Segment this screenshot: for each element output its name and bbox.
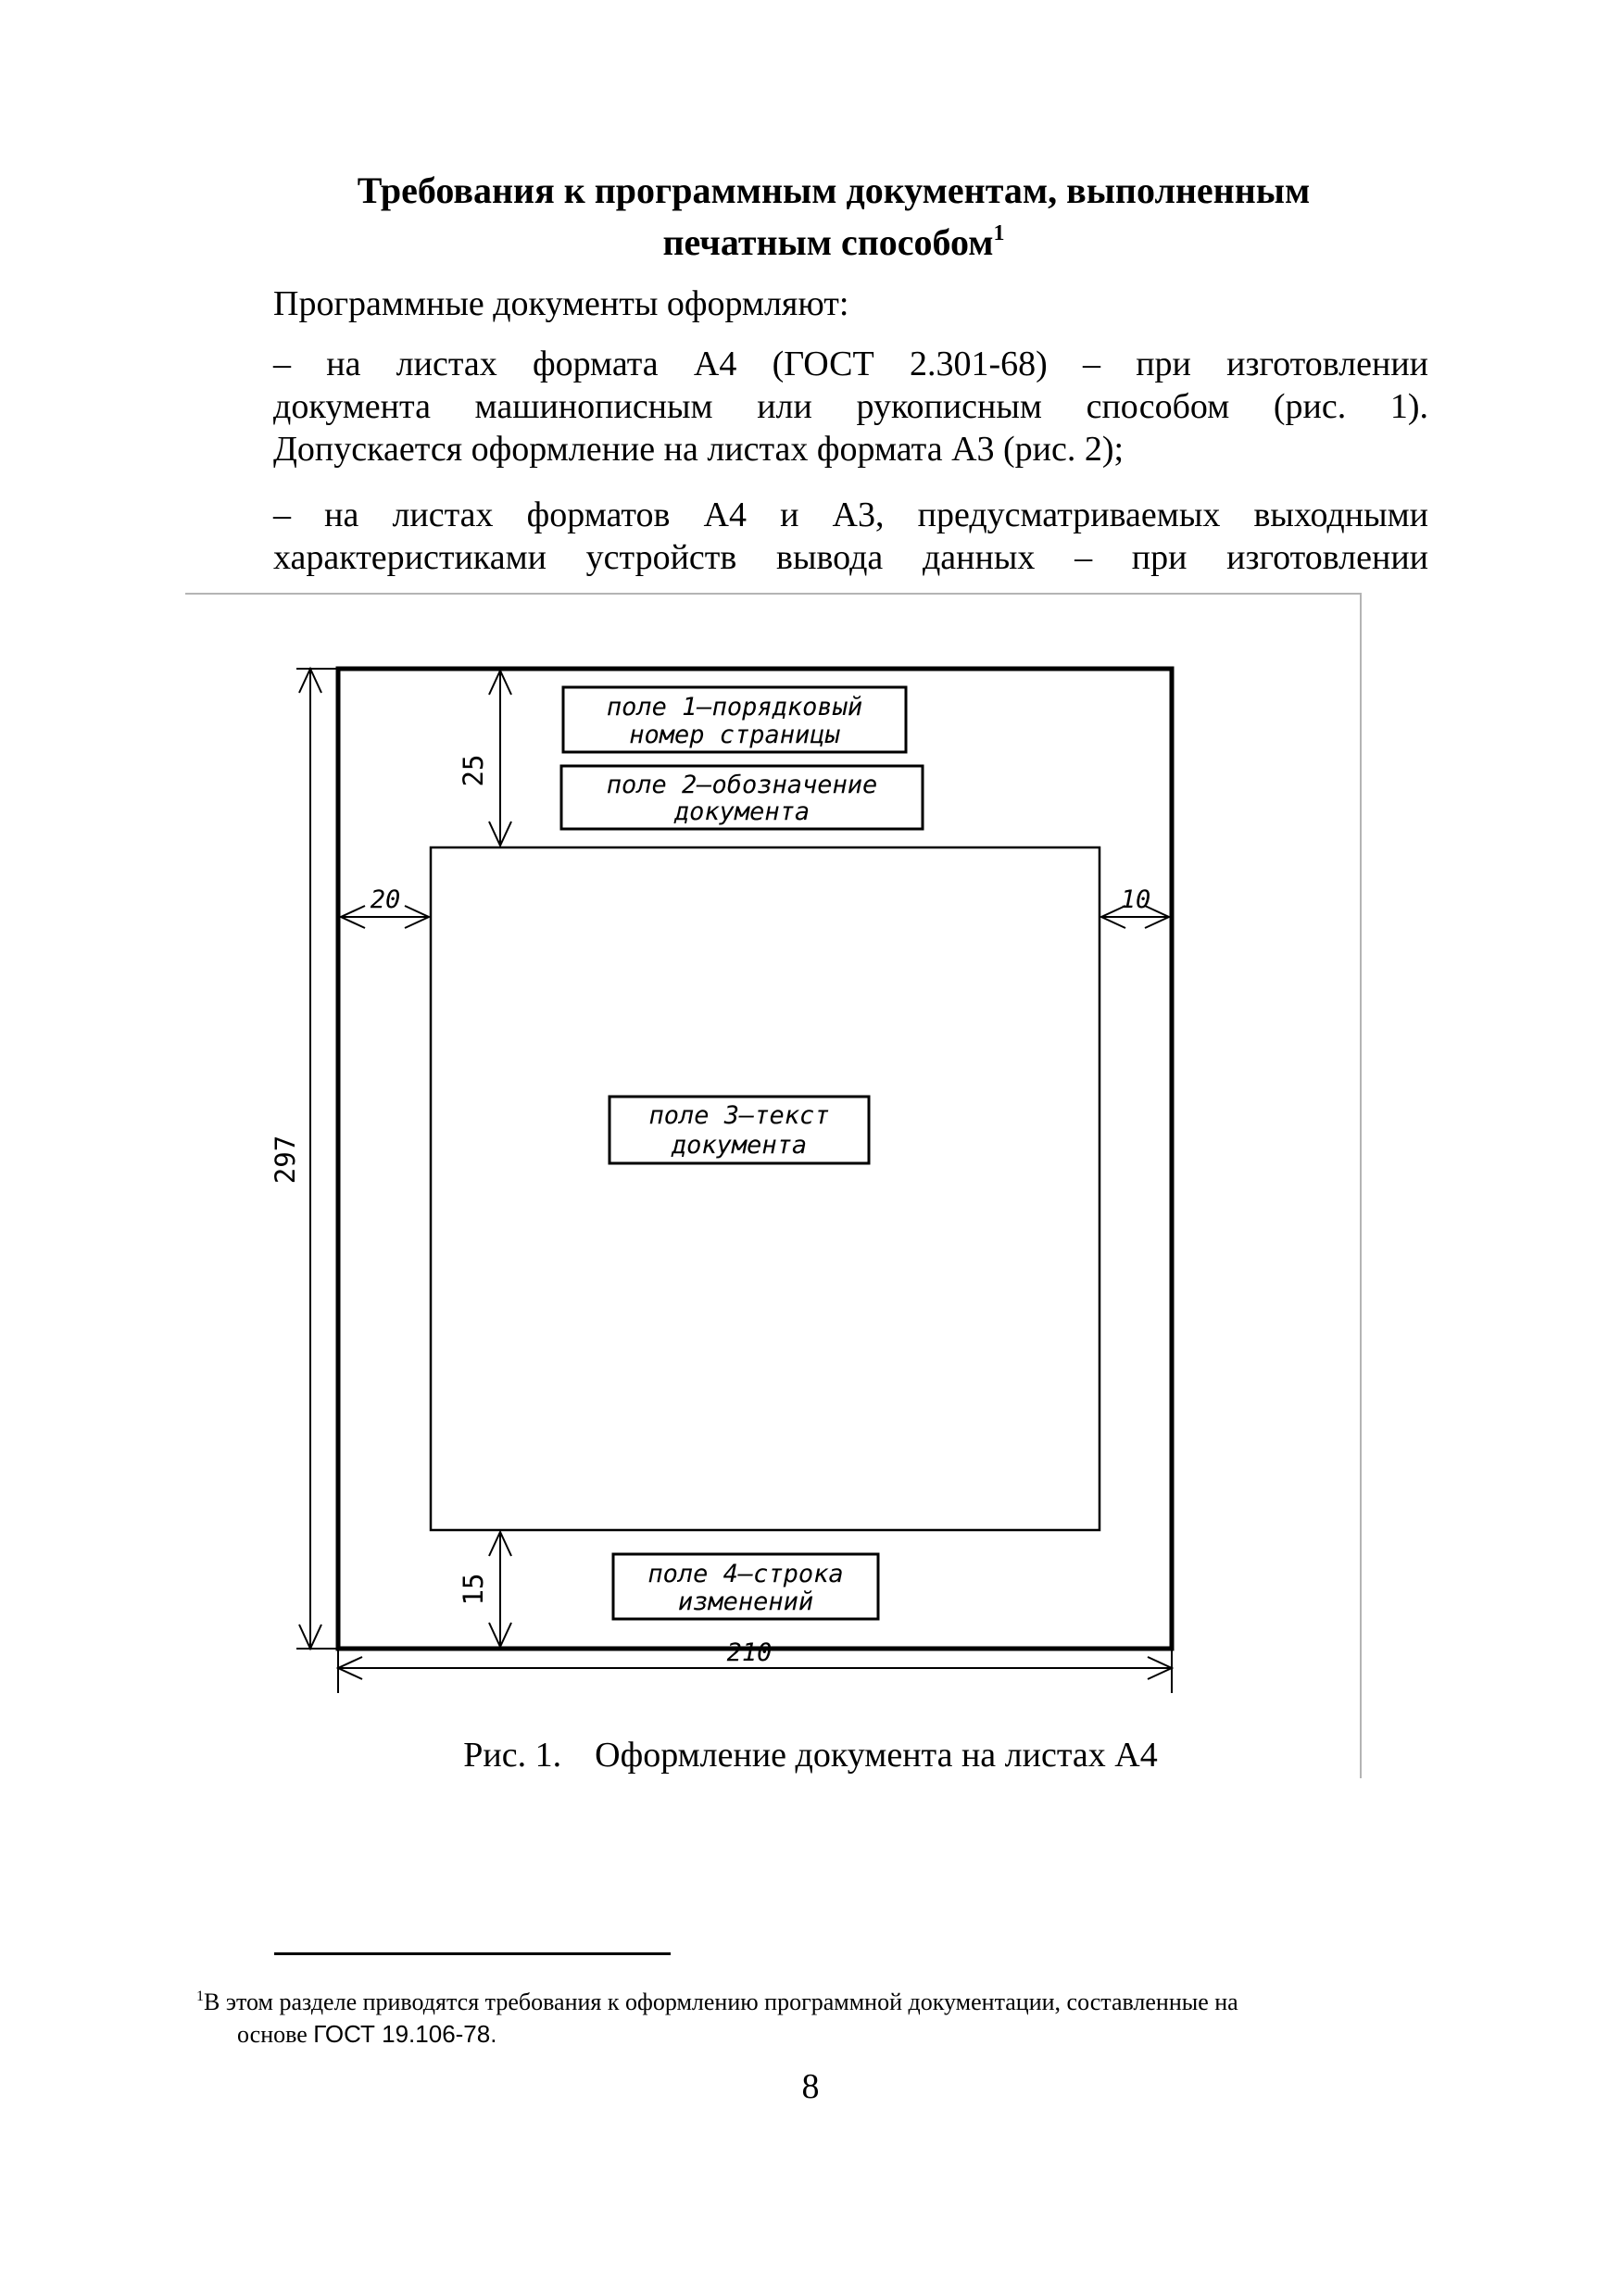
figure-frame-top (185, 593, 1362, 595)
page-number: 8 (801, 2067, 820, 2106)
list-item-output-line-1: – на листах форматов А4 и А3, предусматриваемых выходными (273, 496, 1428, 534)
footnote-separator (274, 1952, 671, 1955)
field-1-line-2: номер страницы (629, 721, 840, 749)
dim-sheet-height-label: 297 (270, 1135, 301, 1185)
dim-sheet-height (296, 669, 338, 1649)
a4-layout-diagram (269, 648, 1204, 1723)
footnote-line-2-start: основе (237, 2021, 308, 2048)
dim-bottom-margin (489, 1532, 511, 1647)
list-item-a4-line-2: документа машинописным или рукописным способом (рис. 1). (273, 387, 1428, 426)
dim-bottom-margin-label: 15 (458, 1573, 489, 1606)
list-item-a4-line-3: Допускается оформление на листах формата А3 (рис. 2); (273, 430, 1125, 469)
figure-caption-number: Рис. 1. (463, 1736, 562, 1775)
footnote-mark: 1 (196, 1989, 204, 2004)
list-item-a4-line-1: – на листах формата А4 (ГОСТ 2.301-68) – при изготовлении (273, 345, 1428, 383)
field-2-line-2: документа (673, 797, 810, 826)
list-item-a4 (273, 343, 1428, 470)
footnote-line-1: В этом разделе приводятся требования к оформлению программной документации, составленные на (204, 1989, 1238, 2015)
field-3-line-1: поле 3–текст (648, 1101, 830, 1130)
heading-line-2: печатным способом (662, 221, 994, 263)
field-3-line-2: документа (671, 1131, 808, 1160)
dim-sheet-width-label: 210 (726, 1638, 773, 1667)
list-item-output-devices (273, 494, 1428, 579)
dim-top-margin-label: 25 (458, 754, 489, 787)
text-area (431, 847, 1100, 1530)
footnote-line-2 (196, 2018, 1428, 2051)
dim-top-margin (489, 671, 511, 846)
footnote-reference[interactable]: 1 (993, 221, 1005, 245)
section-heading (232, 165, 1436, 269)
figure-caption (0, 1734, 1621, 1776)
footnote (196, 1981, 1428, 2051)
dim-left-margin-label: 20 (370, 885, 401, 914)
field-1-line-1: поле 1–порядковый (606, 693, 863, 721)
list-item-output-line-2: характеристиками устройств вывода данных – при изготовлении (273, 538, 1428, 577)
footnote-standard-ref: ГОСТ 19.106-78. (313, 2020, 497, 2048)
heading-line-1: Требования к программным документам, выполненным (357, 169, 1311, 211)
field-4-line-2: изменений (677, 1587, 814, 1616)
figure-frame-right (1360, 593, 1362, 1778)
field-4-line-1: поле 4–строка (647, 1560, 844, 1588)
figure-caption-text: Оформление документа на листах А4 (595, 1736, 1158, 1775)
field-2-line-1: поле 2–обозначение (606, 771, 878, 799)
dim-right-margin-label: 10 (1120, 885, 1151, 914)
intro-paragraph: Программные документы оформляют: (273, 284, 849, 323)
